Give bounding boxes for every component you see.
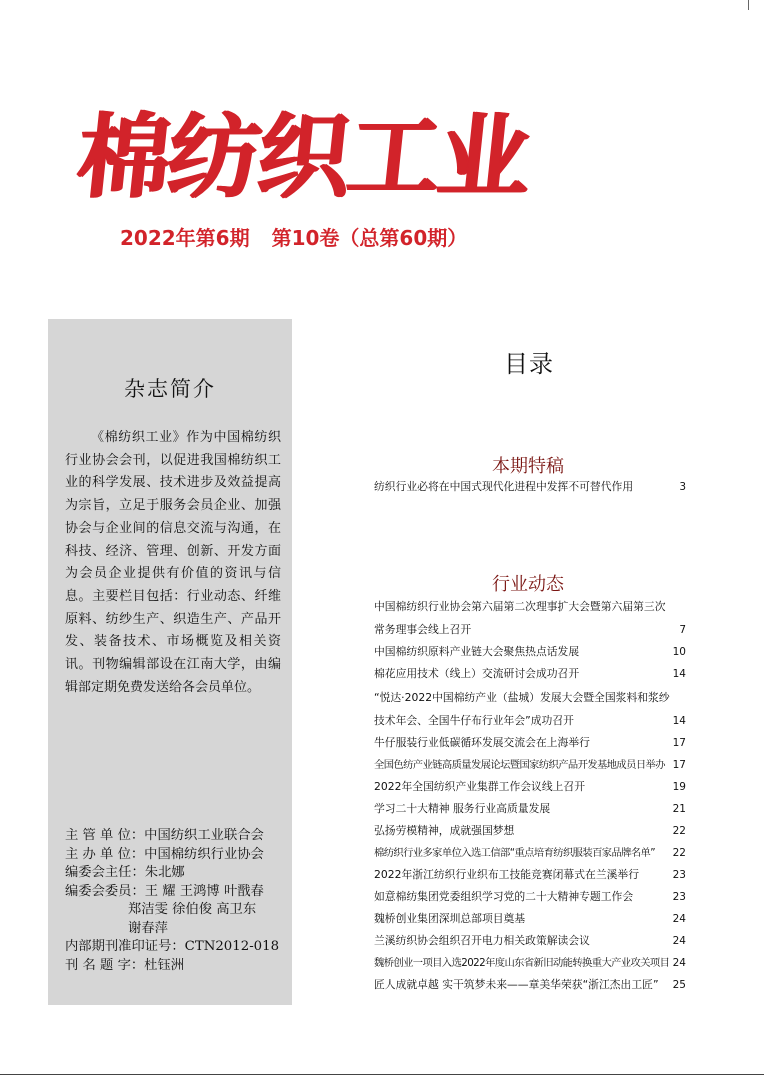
toc-page-number: 14 — [672, 715, 686, 727]
toc-page-number: 23 — [672, 891, 686, 903]
toc-page-number: 24 — [672, 957, 686, 969]
credit-row — [65, 883, 289, 902]
toc-page-number: 22 — [672, 825, 686, 837]
toc-entry-title: 学习二十大精神 服务行业高质量发展 — [374, 802, 551, 815]
toc-entry[interactable] — [374, 886, 686, 908]
toc-entry[interactable] — [374, 798, 686, 820]
credit-label: 编委会委员： — [65, 883, 145, 899]
section-title-feature: 本期特稿 — [492, 456, 564, 477]
credit-row — [65, 846, 289, 865]
toc-page-number: 17 — [672, 737, 686, 749]
toc-entry[interactable] — [374, 930, 686, 952]
credit-row — [65, 827, 289, 846]
toc-entry-title: 牛仔服装行业低碳循环发展交流会在上海举行 — [374, 736, 590, 749]
toc-entry-title: 弘扬劳模精神，成就强国梦想 — [374, 824, 515, 837]
toc-entry-title-cont: 技术年会、全国牛仔布行业年会”成功召开 — [374, 714, 574, 727]
toc-entry-title: 2022年浙江纺织行业织布工技能竞赛闭幕式在兰溪举行 — [374, 868, 640, 881]
toc-entry[interactable] — [374, 663, 686, 685]
credit-row — [65, 901, 289, 920]
credit-value: CTN2012-018 — [184, 939, 280, 954]
credit-value: 王 耀 王鸿博 叶戬春 — [144, 883, 264, 899]
toc-entry-title: “悦达·2022中国棉纺产业（盐城）发展大会暨全国浆料和浆纱 — [374, 691, 670, 704]
masthead-logo: 棉纺织工业 — [72, 103, 534, 211]
page-bottom-rule — [0, 1074, 764, 1075]
toc-page-number: 23 — [672, 869, 686, 881]
credit-row — [65, 920, 289, 939]
credit-value: 郑洁雯 徐伯俊 高卫东 — [128, 902, 257, 917]
toc-entry-title: 魏桥创业集团深圳总部项目奠基 — [374, 912, 526, 925]
toc-heading: 目录 — [504, 350, 554, 378]
page-edge-line — [748, 0, 749, 10]
toc-entry[interactable] — [374, 754, 686, 776]
toc-entry[interactable] — [374, 641, 686, 663]
credit-label: 编委会主任： — [65, 865, 145, 880]
toc-list-industry-news — [374, 594, 686, 996]
toc-entry[interactable] — [374, 908, 686, 930]
toc-entry[interactable] — [374, 776, 686, 798]
toc-entry[interactable] — [374, 864, 686, 886]
intro-heading: 杂志简介 — [124, 377, 216, 401]
credit-label: 刊 名 题 字： — [65, 957, 145, 973]
credit-label: 主 管 单 位： — [65, 828, 145, 843]
toc-entry[interactable] — [374, 952, 686, 974]
credit-value: 中国纺织工业联合会 — [144, 828, 264, 843]
issue-info — [120, 222, 467, 251]
toc-page-number: 14 — [672, 668, 686, 680]
toc-entry-title: 棉花应用技术（线上）交流研讨会成功召开 — [374, 667, 580, 680]
toc-entry-title: 兰溪纺织协会组织召开电力相关政策解读会议 — [374, 934, 590, 947]
toc-entry-title: 棉纺织行业多家单位入选工信部“重点培育纺织服装百家品牌名单” — [374, 847, 655, 859]
toc-page-number: 24 — [672, 913, 686, 925]
toc-page-number: 17 — [672, 759, 686, 771]
toc-entry-title: 中国棉纺织原料产业链大会聚焦热点话发展 — [374, 645, 580, 658]
credit-value: 杜钰洲 — [144, 957, 185, 973]
credit-row — [65, 864, 289, 883]
toc-entry-title: 全国色纺产业链高质量发展论坛暨国家纺织产品开发基地成员日举办 — [374, 759, 665, 771]
volume-number: 第10卷（总第60期） — [271, 226, 468, 250]
toc-page-number: 3 — [679, 481, 686, 493]
toc-page-number: 19 — [672, 781, 686, 793]
toc-page-number: 22 — [672, 847, 686, 859]
magazine-intro-panel — [48, 319, 292, 1005]
credits-block — [65, 827, 289, 975]
toc-entry-title: 如意棉纺集团党委组织学习党的二十大精神专题工作会 — [374, 890, 634, 903]
toc-entry-title: 匠人成就卓越 实干筑梦未来——章美华荣获“浙江杰出工匠” — [374, 978, 659, 991]
toc-entry[interactable] — [374, 842, 686, 864]
toc-entry[interactable] — [374, 685, 686, 732]
toc-entry-title: 魏桥创业一项目入选2022年度山东省新旧动能转换重大产业攻关项目 — [374, 957, 670, 969]
toc-page-number: 25 — [672, 979, 686, 991]
toc-page-number: 10 — [672, 646, 686, 658]
credit-label: 内部期刊准印证号： — [65, 939, 185, 954]
toc-entry-title: 2022年全国纺织产业集群工作会议线上召开 — [374, 780, 586, 793]
section-title-industry-news: 行业动态 — [492, 574, 564, 595]
toc-entry-title: 纺织行业必将在中国式现代化进程中发挥不可替代作用 — [374, 480, 634, 493]
issue-number: 2022年第6期 — [120, 226, 250, 250]
credit-value: 朱北娜 — [144, 865, 185, 880]
toc-page-number: 7 — [679, 624, 686, 636]
toc-entry[interactable] — [374, 594, 686, 641]
credit-row — [65, 957, 289, 976]
toc-entry[interactable] — [374, 974, 686, 996]
intro-text: 《棉纺织工业》作为中国棉纺织行业协会会刊，以促进我国棉纺织工业的科学发展、技术进步及效益提高为宗旨，立足于服务会员企业、加强协会与企业间的信息交流与沟通，在科技、经济、管理、创新、开发方面为会员企业提供有价值的资讯与信息。主要栏目包括：行业动态、纤维原料、纺纱生产、织造生产、产品开发、装备技术、市场概览及相关资讯。刊物编辑部设在江南大学，由编辑部定期免费发送给各会员单位。 — [65, 430, 281, 695]
toc-entry[interactable] — [374, 732, 686, 754]
toc-entry[interactable] — [374, 820, 686, 842]
credit-value: 中国棉纺织行业协会 — [144, 846, 264, 862]
credit-label: 主 办 单 位： — [65, 846, 145, 862]
toc-entry-title: 中国棉纺织行业协会第六届第二次理事扩大会暨第六届第三次 — [374, 600, 666, 613]
toc-page-number: 24 — [672, 935, 686, 947]
toc-list-feature — [374, 476, 686, 498]
credit-value: 谢春萍 — [128, 920, 168, 936]
credit-row — [65, 938, 289, 957]
toc-entry[interactable] — [374, 476, 686, 498]
toc-page-number: 21 — [672, 803, 686, 815]
toc-entry-title-cont: 常务理事会线上召开 — [374, 623, 472, 636]
